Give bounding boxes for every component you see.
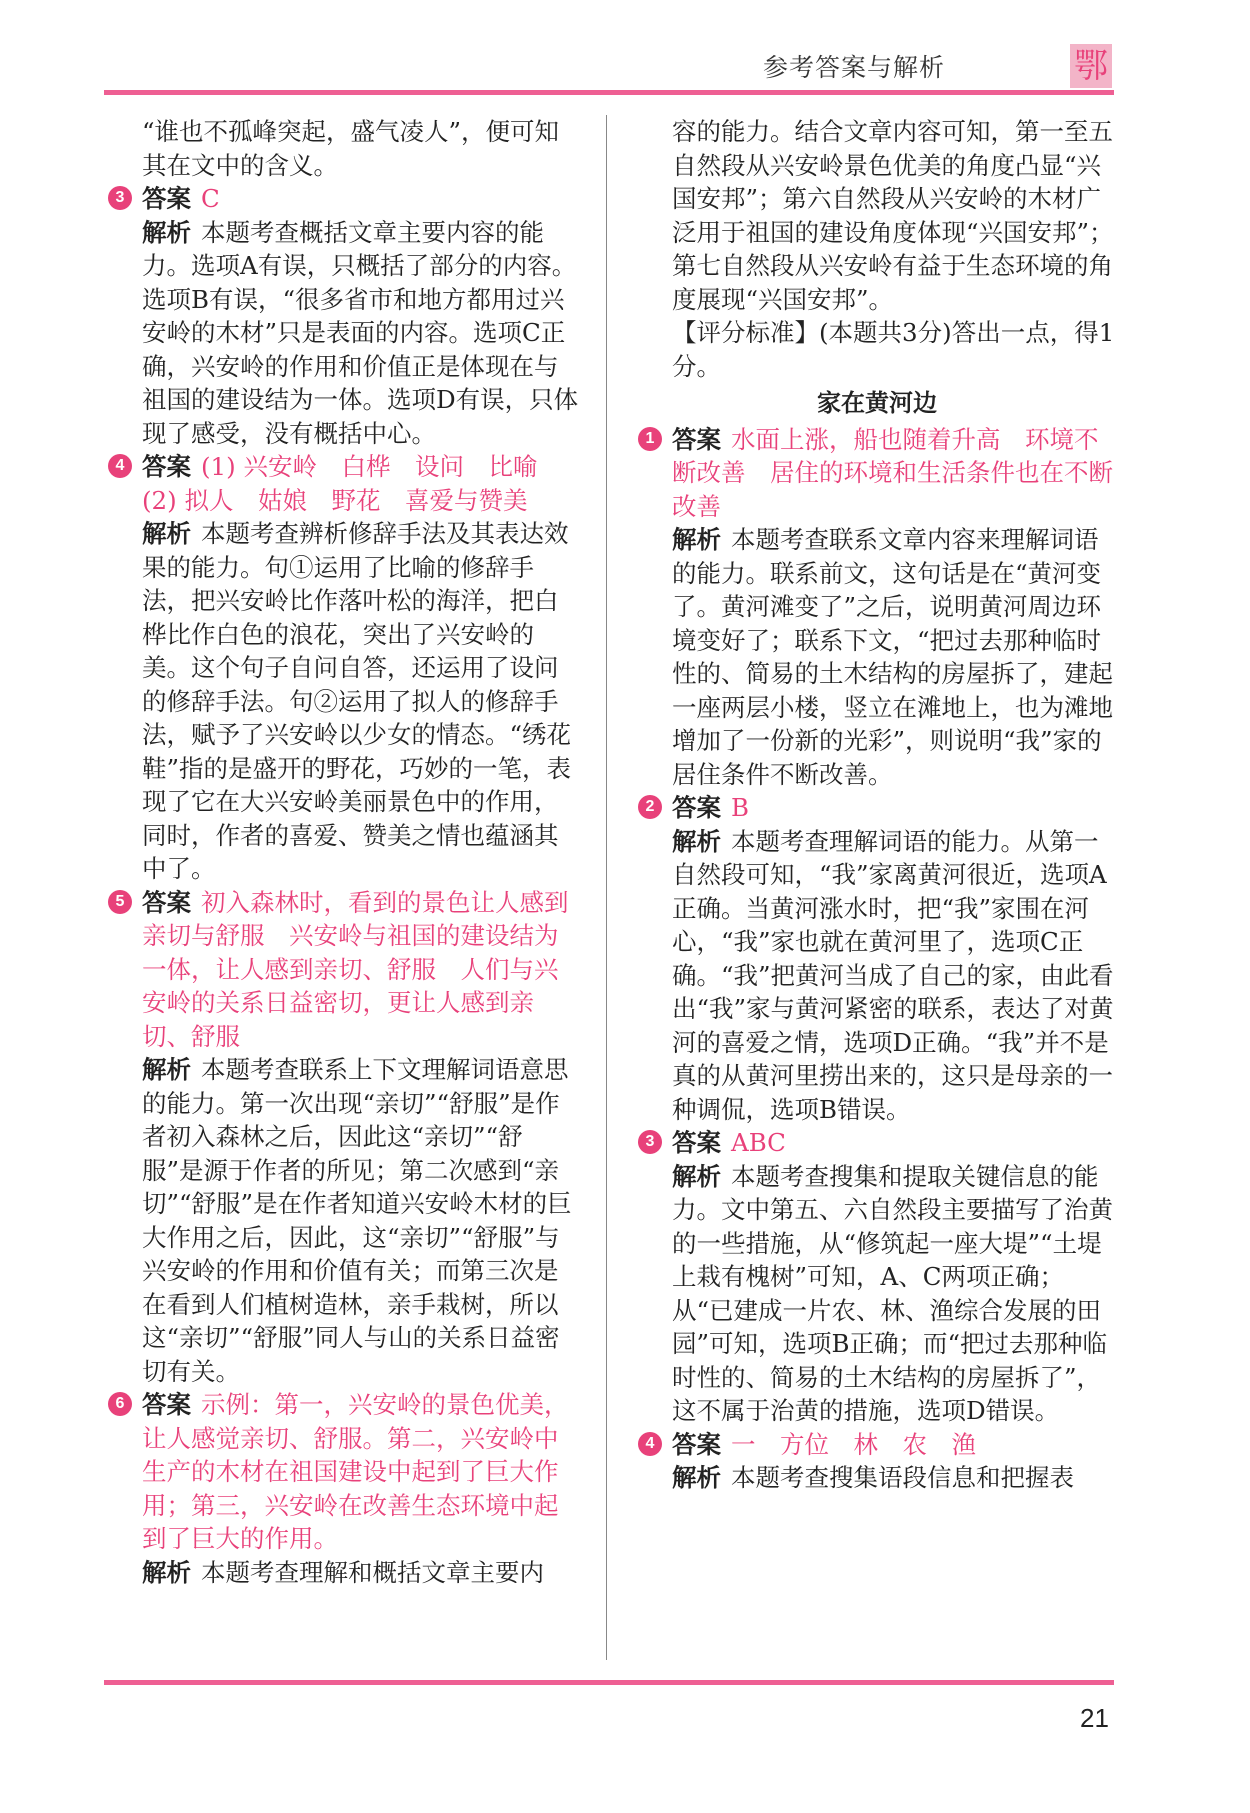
bottom-rule bbox=[104, 1680, 1114, 1685]
page-number: 21 bbox=[1080, 1703, 1109, 1733]
question-number: 3 bbox=[108, 186, 132, 210]
question-2-right bbox=[638, 791, 1116, 1126]
answer-text: C bbox=[201, 184, 220, 213]
right-continuation: 容的能力。结合文章内容可知，第一至五自然段从兴安岭景色优美的角度凸显“兴国安邦”；第六自然段从兴安岭的木材广泛用于祖国的建设角度体现“兴国安邦”；第七自然段从兴安岭有益于生态环境的角度展现“兴国安邦”。 bbox=[672, 117, 1114, 314]
left-column bbox=[108, 115, 580, 1589]
answer-label: 答案 bbox=[672, 793, 721, 822]
answer-text: B bbox=[731, 793, 750, 822]
analysis-text: 本题考查联系上下文理解词语意思的能力。第一次出现“亲切”“舒服”是作者初入森林之后，因此这“亲切”“舒服”是源于作者的所见；第二次感到“亲切”“舒服”是在作者知道兴安岭木材的巨大作用之后，因此，这“亲切”“舒服”与兴安岭的作用和价值有关；而第三次是在看到人们植树造林，亲手栽树，所以这“亲切”“舒服”同人与山的关系日益密切有关。 bbox=[142, 1055, 572, 1386]
question-number: 6 bbox=[108, 1392, 132, 1416]
answer-label: 答案 bbox=[142, 1390, 191, 1419]
question-6-left bbox=[108, 1388, 580, 1589]
analysis-label: 解析 bbox=[672, 1463, 721, 1492]
right-column bbox=[638, 115, 1116, 1495]
section-title: 家在黄河边 bbox=[817, 389, 937, 417]
question-number: 4 bbox=[638, 1432, 662, 1456]
analysis-text: 本题考查辨析修辞手法及其表达效果的能力。句①运用了比喻的修辞手法，把兴安岭比作落叶松的海洋，把白桦比作白色的浪花，突出了兴安岭的美。这个句子自问自答，还运用了设问的修辞手法。句②运用了拟人的修辞手法，赋予了兴安岭以少女的情态。“绣花鞋”指的是盛开的野花，巧妙的一笔，表现了它在大兴安岭美丽景色中的作用，同时，作者的喜爱、赞美之情也蕴涵其中了。 bbox=[142, 519, 572, 883]
question-5-left bbox=[108, 886, 580, 1389]
answer-text: ABC bbox=[731, 1128, 786, 1157]
question-1-right bbox=[638, 423, 1116, 792]
answer-text: 水面上涨，船也随着升高 环境不断改善 居住的环境和生活条件也在不断改善 bbox=[672, 424, 1113, 521]
answer-label: 答案 bbox=[672, 424, 721, 454]
answer-label: 答案 bbox=[142, 452, 191, 481]
answer-text: 一 方位 林 农 渔 bbox=[731, 1429, 976, 1459]
analysis-text: 本题考查联系文章内容来理解词语的能力。联系前文，这句话是在“黄河变了。黄河滩变了”之后，说明黄河周边环境变好了；联系下文，“把过去那种临时性的、简易的土木结构的房屋拆了，建起一座两层小楼，竖立在滩地上，也为滩地增加了一份新的光彩”，则说明“我”家的居住条件不断改善。 bbox=[672, 525, 1113, 789]
analysis-label: 解析 bbox=[672, 1161, 721, 1191]
answer-text: 初入森林时，看到的景色让人感到亲切与舒服 兴安岭与祖国的建设结为一体，让人感到亲切、舒服 人们与兴安岭的关系日益密切，更让人感到亲切、舒服 bbox=[142, 887, 569, 1051]
analysis-label: 解析 bbox=[672, 525, 721, 554]
question-number: 1 bbox=[638, 427, 662, 451]
header-title: 参考答案与解析 bbox=[762, 53, 945, 82]
question-number: 4 bbox=[108, 454, 132, 478]
question-4-left bbox=[108, 450, 580, 886]
top-rule bbox=[104, 90, 1114, 95]
analysis-label: 解析 bbox=[672, 826, 721, 856]
scoring-standard: 【评分标准】(本题共3分)答出一点，得1分。 bbox=[672, 318, 1115, 381]
analysis-text: 本题考查搜集语段信息和把握表 bbox=[731, 1463, 1074, 1492]
question-number: 5 bbox=[108, 890, 132, 914]
question-number: 2 bbox=[638, 795, 662, 819]
question-number: 3 bbox=[638, 1130, 662, 1154]
header-badge: 鄂 bbox=[1070, 44, 1112, 88]
answer-text: 示例：第一，兴安岭的景色优美，让人感觉亲切、舒服。第二，兴安岭中生产的木材在祖国建设中起到了巨大作用；第三，兴安岭在改善生态环境中起到了巨大的作用。 bbox=[142, 1390, 569, 1553]
answer-label: 答案 bbox=[142, 184, 191, 213]
question-4-right bbox=[638, 1428, 1116, 1495]
answer-label: 答案 bbox=[672, 1128, 721, 1157]
answer-label: 答案 bbox=[142, 887, 191, 917]
analysis-label: 解析 bbox=[142, 1055, 191, 1084]
answer-text: (1) 兴安岭 白桦 设问 比喻 (2) 拟人 姑娘 野花 喜爱与赞美 bbox=[142, 452, 562, 515]
analysis-text: 本题考查理解和概括文章主要内 bbox=[201, 1557, 544, 1587]
analysis-text: 本题考查概括文章主要内容的能力。选项A有误，只概括了部分的内容。选项B有误，“很多省市和地方都用过兴安岭的木材”只是表面的内容。选项C正确，兴安岭的作用和价值正是体现在与祖国的建设结为一体。选项D有误，只体现了感受，没有概括中心。 bbox=[142, 217, 579, 448]
question-3-right bbox=[638, 1126, 1116, 1428]
analysis-text: 本题考查搜集和提取关键信息的能力。文中第五、六自然段主要描写了治黄的一些措施，从“修筑起一座大堤”“土堤上栽有槐树”可知，A、C两项正确；从“已建成一片农、林、渔综合发展的田园”可知，选项B正确；而“把过去那种临时性的、简易的土木结构的房屋拆了”，这不属于治黄的措施，选项D错误。 bbox=[672, 1161, 1113, 1425]
left-continuation: “谁也不孤峰突起，盛气凌人”，便可知其在文中的含义。 bbox=[142, 117, 560, 180]
column-divider bbox=[606, 115, 607, 1660]
analysis-label: 解析 bbox=[142, 217, 191, 247]
analysis-label: 解析 bbox=[142, 519, 191, 548]
answer-label: 答案 bbox=[672, 1429, 721, 1459]
analysis-label: 解析 bbox=[142, 1557, 191, 1587]
analysis-text: 本题考查理解词语的能力。从第一自然段可知，“我”家离黄河很近，选项A正确。当黄河涨水时，把“我”家围在河心，“我”家也就在黄河里了，选项C正确。“我”把黄河当成了自己的家，由此看出“我”家与黄河紧密的联系，表达了对黄河的喜爱之情，选项D正确。“我”并不是真的从黄河里捞出来的，这只是母亲的一种调侃，选项B错误。 bbox=[672, 826, 1114, 1124]
question-3-left bbox=[108, 182, 580, 450]
